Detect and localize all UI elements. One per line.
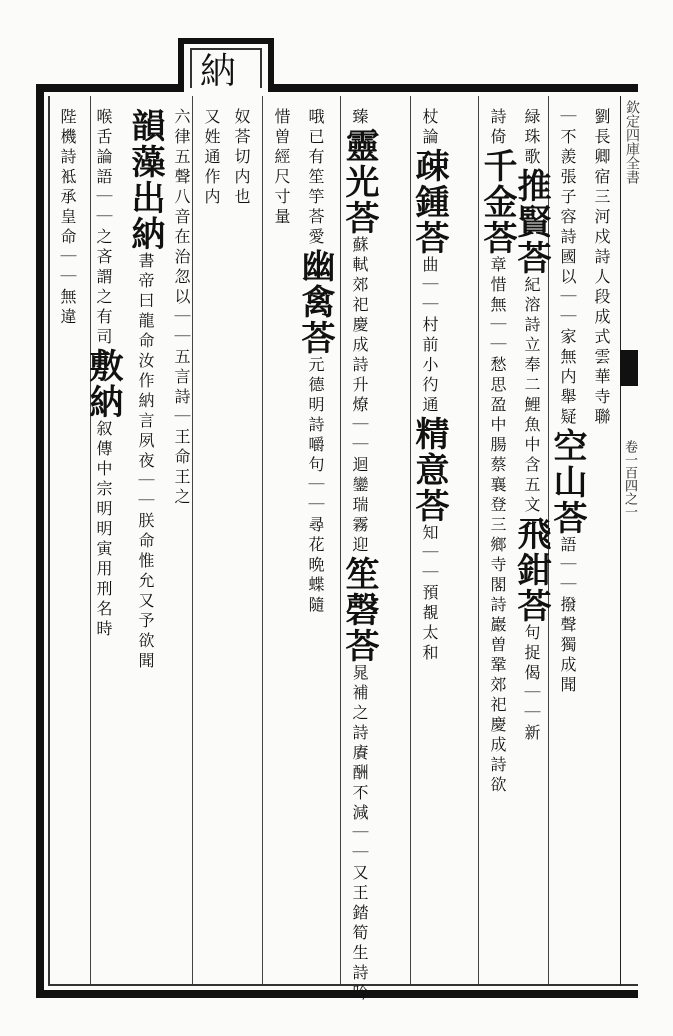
annotation-text: 紀溶詩立奉二鯉魚中含五文 bbox=[522, 276, 541, 516]
annotation-text: 惜曽經尺寸量 bbox=[272, 108, 291, 228]
section-label: 卷一百四之一 bbox=[622, 440, 637, 518]
headword: 笙磬荅 bbox=[339, 556, 379, 664]
annotation-text: 臻 bbox=[350, 108, 369, 128]
border-top-left bbox=[36, 84, 184, 92]
text-column bbox=[477, 108, 517, 796]
annotation-text: 句捉偈｜｜新 bbox=[522, 624, 541, 744]
annotation-text: 又姓通作内 bbox=[202, 108, 221, 208]
annotation-text: 曽鞏郊祀慶成詩欲 bbox=[488, 636, 507, 796]
headword: 靈光荅 bbox=[339, 128, 379, 236]
annotation-text: 語｜｜撥聲獨成聞 bbox=[558, 536, 577, 696]
annotation-text: 知｜｜預覩太和 bbox=[420, 524, 439, 664]
annotation-text: ｜不羨 bbox=[558, 108, 577, 168]
headword: 精意荅 bbox=[409, 416, 449, 524]
annotation-text: 劉長卿宿三河戍詩人 bbox=[592, 108, 611, 288]
text-column bbox=[295, 108, 335, 616]
annotation-text: 蔡襄登三鄉寺閣詩巖 bbox=[488, 456, 507, 636]
text-column bbox=[226, 108, 256, 208]
annotation-text: 陛機詩袛承皇命｜｜無違 bbox=[58, 108, 77, 328]
border-left bbox=[36, 84, 44, 998]
annotation-text: 曲｜｜村前小彴通 bbox=[420, 256, 439, 416]
text-column bbox=[511, 108, 551, 744]
text-column bbox=[409, 108, 449, 664]
inner-border-bottom bbox=[48, 984, 638, 986]
annotation-text: 喉舌論語｜｜之吝謂之有司 bbox=[94, 108, 113, 348]
annotation-text: 六律五聲八音在治忽以｜｜五言詩｜王命王之 bbox=[172, 108, 191, 508]
text-column bbox=[166, 108, 196, 508]
border-top-right bbox=[268, 84, 638, 92]
text-column bbox=[125, 108, 165, 672]
text-column bbox=[52, 108, 82, 328]
text-column bbox=[586, 108, 616, 428]
headword: 推賢荅 bbox=[511, 168, 551, 276]
text-column bbox=[547, 108, 587, 696]
text-column bbox=[83, 108, 123, 640]
headword: 韻藻出納 bbox=[125, 108, 165, 252]
headword: 疎鍾荅 bbox=[409, 148, 449, 256]
text-column bbox=[196, 108, 226, 208]
headword: 敷納 bbox=[83, 348, 123, 420]
annotation-text: 哦已有笙竽荅愛 bbox=[306, 108, 325, 248]
headword: 幽禽荅 bbox=[295, 248, 335, 356]
annotation-text: 段成式雲華寺聯 bbox=[592, 288, 611, 428]
column-rule bbox=[262, 96, 263, 984]
text-column bbox=[266, 108, 296, 228]
headword: 空山荅 bbox=[547, 428, 587, 536]
annotation-text: 書帝曰龍命汝作納言夙夜｜｜朕命惟允又予欲聞 bbox=[136, 252, 155, 672]
fish-tail-mark bbox=[620, 350, 638, 386]
headword: 飛鉗荅 bbox=[511, 516, 551, 624]
text-column bbox=[339, 108, 379, 1004]
annotation-text: 奴荅切内也 bbox=[232, 108, 251, 208]
annotation-text: 章惜無｜｜愁思盈中腸 bbox=[488, 256, 507, 456]
annotation-text: 晁補之詩賡酬不減｜｜又王錔筍生詩吟 bbox=[350, 664, 369, 1004]
annotation-text: 杖論 bbox=[420, 108, 439, 148]
annotation-text: 張子容詩國以｜｜家無内舉疑 bbox=[558, 168, 577, 428]
headword: 千金荅 bbox=[477, 148, 517, 256]
annotation-text: 叙傳中宗明明寅用刑名時 bbox=[94, 420, 113, 640]
binding-margin bbox=[620, 96, 639, 986]
annotation-text: 蘇軾郊祀慶成詩升燎｜｜迴鑾瑞霧迎 bbox=[350, 236, 369, 556]
inner-border-left bbox=[48, 96, 50, 986]
annotation-text: 元德明詩嚼句｜｜尋花晩蝶隨 bbox=[306, 356, 325, 616]
annotation-text: 詩倚 bbox=[488, 108, 507, 148]
binding-title: 欽定四庫全書 bbox=[624, 100, 640, 184]
header-character: 納 bbox=[200, 51, 237, 92]
border-bottom bbox=[36, 990, 638, 998]
annotation-text: 緑珠歌 bbox=[522, 108, 541, 168]
